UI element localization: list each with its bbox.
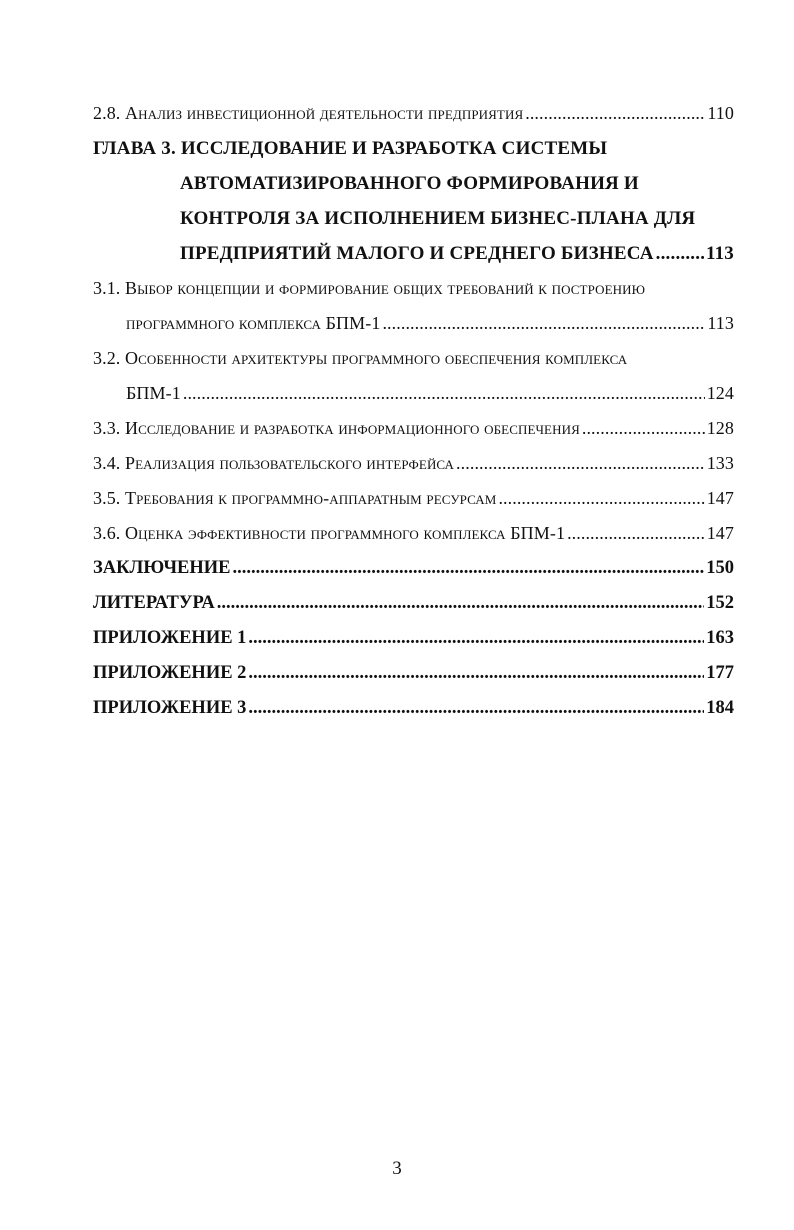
toc-entry-page: 128	[706, 418, 734, 438]
toc-entry-title: ЗАКЛЮЧЕНИЕ	[93, 558, 231, 578]
toc-entry-page: 163	[706, 628, 734, 648]
toc-entry-title: 3.1. Выбор концепции и формирование общих требований к построению	[93, 278, 646, 298]
toc-entry-page: 152	[706, 593, 734, 613]
chapter-3-heading-line-2[interactable]	[93, 166, 734, 201]
table-of-contents	[93, 96, 734, 726]
dot-leader	[456, 446, 705, 481]
toc-entry-title: 3.3. Исследование и разработка информационного обеспечения	[93, 418, 580, 438]
toc-entry-page: 113	[707, 313, 734, 333]
dot-leader	[248, 691, 704, 726]
toc-entry-page: 150	[706, 558, 734, 578]
chapter-3-heading-line-4[interactable]	[93, 236, 734, 271]
dot-leader	[233, 551, 705, 586]
dot-leader	[248, 656, 704, 691]
toc-entry-title: 3.4. Реализация пользовательского интерфейса	[93, 453, 455, 473]
toc-entry-3-6[interactable]	[93, 516, 734, 551]
dot-leader	[498, 481, 704, 516]
dot-leader	[525, 96, 705, 131]
toc-entry-3-5[interactable]	[93, 481, 734, 516]
toc-entry-title: 3.6. Оценка эффективности программного комплекса БПМ-1	[93, 523, 566, 543]
chapter-3-title-line-4: ПРЕДПРИЯТИЙ МАЛОГО И СРЕДНЕГО БИЗНЕСА	[180, 243, 654, 264]
toc-entry-title: 3.5. Требования к программно-аппаратным ресурсам	[93, 488, 497, 508]
toc-entry-title: ЛИТЕРАТУРА	[93, 593, 215, 613]
toc-entry-title: программного комплекса БПМ-1	[126, 313, 381, 333]
toc-entry-3-2-line-2[interactable]	[93, 376, 734, 411]
toc-entry-page: 147	[706, 523, 734, 543]
toc-entry-3-3[interactable]	[93, 411, 734, 446]
toc-entry-title: 2.8. Анализ инвестиционной деятельности предприятия	[93, 103, 524, 123]
toc-entry-appendix-2[interactable]	[93, 656, 734, 691]
toc-entry-appendix-3[interactable]	[93, 691, 734, 726]
toc-entry-3-4[interactable]	[93, 446, 734, 481]
chapter-3-title-line-2: АВТОМАТИЗИРОВАННОГО ФОРМИРОВАНИЯ И	[180, 173, 639, 194]
toc-entry-page: 177	[706, 663, 734, 683]
chapter-3-heading-line-3[interactable]	[93, 201, 734, 236]
chapter-3-title-line-3: КОНТРОЛЯ ЗА ИСПОЛНЕНИЕМ БИЗНЕС-ПЛАНА ДЛЯ	[180, 208, 696, 229]
toc-entry-title: БПМ-1	[126, 383, 181, 403]
toc-entry-title: ПРИЛОЖЕНИЕ 1	[93, 628, 247, 648]
dot-leader	[183, 376, 705, 411]
dot-leader	[217, 586, 705, 621]
toc-entry-page: 124	[706, 383, 734, 403]
toc-entry-title: ПРИЛОЖЕНИЕ 2	[93, 663, 247, 683]
dot-leader	[567, 516, 705, 551]
toc-entry-page: 110	[707, 103, 734, 123]
chapter-3-page: 113	[705, 243, 734, 264]
dot-leader	[656, 236, 704, 271]
chapter-3-title-line-1: ГЛАВА 3. ИССЛЕДОВАНИЕ И РАЗРАБОТКА СИСТЕМЫ	[93, 138, 608, 159]
toc-entry-title: ПРИЛОЖЕНИЕ 3	[93, 698, 247, 718]
toc-entry-appendix-1[interactable]	[93, 621, 734, 656]
toc-entry-page: 133	[706, 453, 734, 473]
toc-entry-3-2-line-1[interactable]	[93, 341, 734, 376]
dot-leader	[582, 411, 705, 446]
toc-entry-2-8[interactable]	[93, 96, 734, 131]
dot-leader	[382, 306, 705, 341]
page-number: 3	[392, 1158, 402, 1179]
toc-entry-literature[interactable]	[93, 586, 734, 621]
chapter-3-heading-line-1[interactable]	[93, 131, 734, 166]
toc-entry-page: 184	[706, 698, 734, 718]
toc-entry-title: 3.2. Особенности архитектуры программного обеспечения комплекса	[93, 348, 628, 368]
toc-entry-3-1-line-2[interactable]	[93, 306, 734, 341]
toc-entry-3-1-line-1[interactable]	[93, 271, 734, 306]
toc-entry-page: 147	[706, 488, 734, 508]
toc-entry-conclusion[interactable]	[93, 551, 734, 586]
dot-leader	[248, 621, 704, 656]
